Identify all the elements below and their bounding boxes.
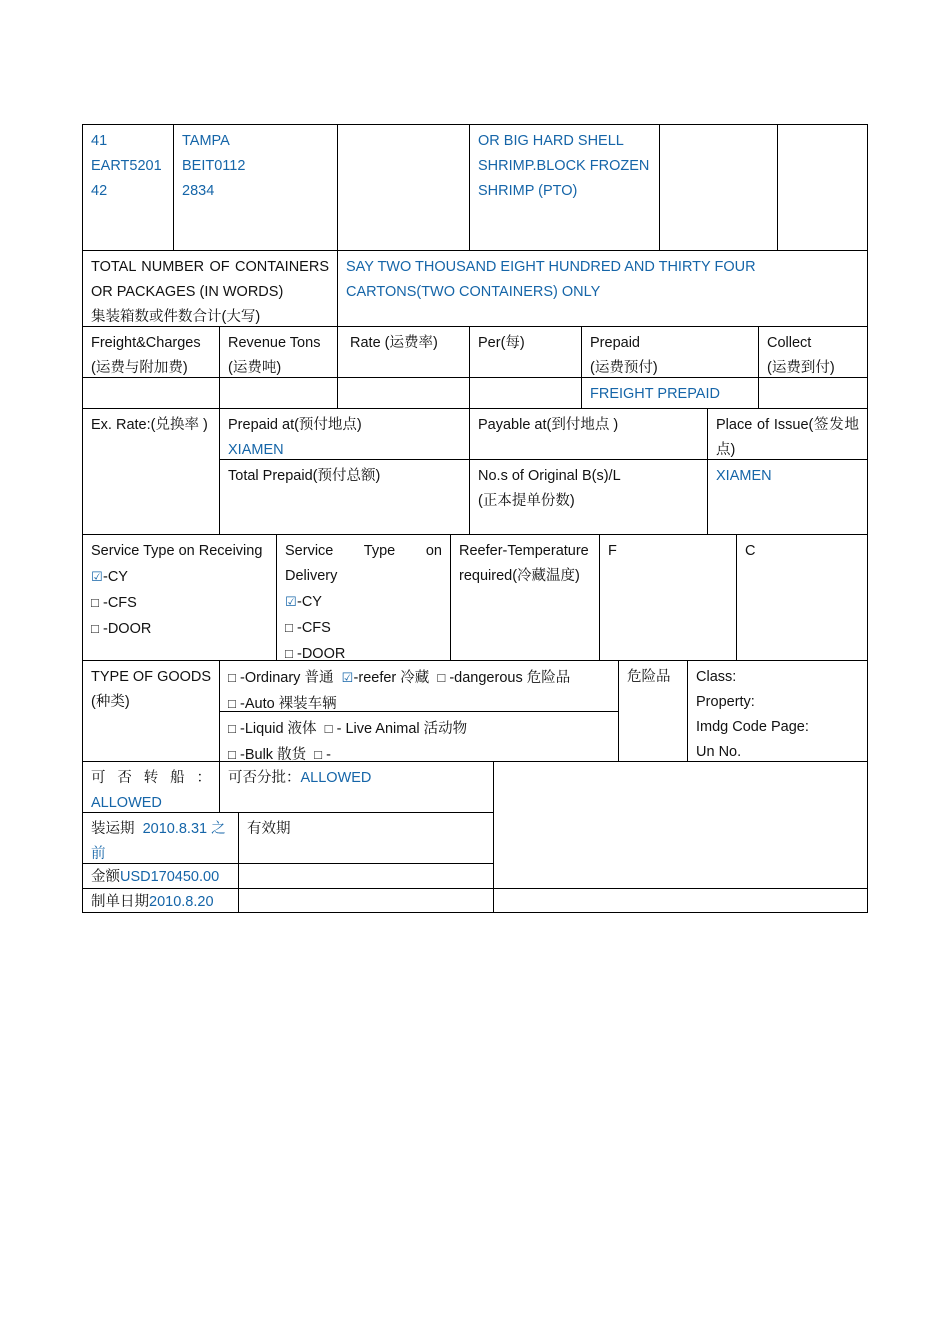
freight-charges-label-cn: (运费与附加费) xyxy=(91,360,188,376)
live-animal-label: - Live Animal 活动物 xyxy=(336,721,468,737)
type-of-goods-cell xyxy=(82,660,219,761)
prepaid-value-cell xyxy=(581,377,758,408)
place-of-issue-label: Place of Issue(签发地 xyxy=(716,417,859,433)
collect-header xyxy=(758,326,868,377)
vessel-line: 2834 xyxy=(182,183,215,199)
collect-value xyxy=(758,377,868,408)
dangerous-goods-header: 危险品 xyxy=(627,669,671,685)
ordinary-label: -Ordinary 普通 xyxy=(240,670,334,686)
reefer-temperature-cell xyxy=(450,534,599,660)
goods-options-top xyxy=(219,660,618,711)
rate-header xyxy=(337,326,469,377)
validity-cell xyxy=(238,812,493,863)
originals-cell xyxy=(469,459,707,534)
other-label: -___________ xyxy=(326,747,420,763)
ex-rate-label: Ex. Rate:(兑换率 ) xyxy=(91,417,208,433)
shipment-date-value: 前 xyxy=(91,846,106,862)
marks-line: 42 xyxy=(91,183,108,199)
unchecked-checkbox-icon[interactable]: □ xyxy=(285,646,293,661)
unchecked-checkbox-icon[interactable]: □ xyxy=(91,621,99,636)
amount-label: 金额 xyxy=(91,869,120,885)
vessel-cell xyxy=(173,124,337,250)
dangerous-option[interactable] xyxy=(437,670,570,686)
dangerous-label: -dangerous 危险品 xyxy=(449,670,571,686)
total-containers-label: TOTAL NUMBER OF CONTAINERS xyxy=(91,259,329,275)
unchecked-checkbox-icon[interactable]: □ xyxy=(228,696,236,711)
service-delivery-label: Delivery xyxy=(285,568,338,584)
amount-value: USD170450.00 xyxy=(120,869,220,885)
validity-label: 有效期 xyxy=(247,821,291,837)
shipment-date-value: 2010.8.31 之 xyxy=(142,821,226,837)
revenue-tons-header xyxy=(219,326,337,377)
class-label: Class: xyxy=(696,669,737,685)
dangerous-goods-header-cell xyxy=(618,660,687,761)
liquid-option[interactable] xyxy=(228,721,317,737)
celsius-cell xyxy=(736,534,868,660)
measurement-cell xyxy=(777,124,868,250)
receiving-cy-option[interactable] xyxy=(91,564,268,590)
total-containers-value-cell xyxy=(337,250,868,326)
issue-date-value: 2010.8.20 xyxy=(149,894,214,910)
reefer-temperature-label: Reefer-Temperature xyxy=(459,543,589,559)
type-of-goods-label-cn: (种类) xyxy=(91,694,130,710)
rate-label: Rate (运费率) xyxy=(350,335,438,351)
checked-checkbox-icon[interactable]: ☑ xyxy=(91,569,103,584)
shipment-date-label: 装运期 xyxy=(91,821,135,837)
unchecked-checkbox-icon[interactable]: □ xyxy=(228,747,236,762)
reefer-option[interactable] xyxy=(342,670,430,686)
description-line: OR BIG HARD SHELL xyxy=(478,133,624,149)
liquid-label: -Liquid 液体 xyxy=(240,721,317,737)
unchecked-checkbox-icon[interactable]: □ xyxy=(285,620,293,635)
type-of-goods-label: TYPE OF GOODS xyxy=(91,669,212,685)
goods-options-bottom xyxy=(219,711,618,761)
fahrenheit-label: F xyxy=(608,543,617,559)
total-prepaid-cell xyxy=(219,459,469,534)
total-containers-label: OR PACKAGES (IN WORDS) xyxy=(91,284,284,300)
checked-checkbox-icon[interactable]: ☑ xyxy=(285,594,297,609)
total-containers-label-cn: 集装箱数或件数合计(大写) xyxy=(91,309,261,325)
issue-date-label: 制单日期 xyxy=(91,894,149,910)
collect-label: Collect xyxy=(767,335,812,351)
unchecked-checkbox-icon[interactable]: □ xyxy=(437,670,446,685)
checked-checkbox-icon[interactable]: ☑ xyxy=(341,670,354,685)
service-delivery-cell xyxy=(276,534,450,660)
marks-line: 41 xyxy=(91,133,108,149)
vessel-line: BEIT0112 xyxy=(182,158,246,174)
description-line: SHRIMP.BLOCK FROZEN xyxy=(478,158,650,174)
receiving-cy-label: -CY xyxy=(103,569,128,585)
unchecked-checkbox-icon[interactable]: □ xyxy=(91,595,99,610)
marks-cell xyxy=(82,124,173,250)
receiving-cfs-label: -CFS xyxy=(103,595,137,611)
total-containers-label-cell xyxy=(82,250,337,326)
delivery-cfs-option[interactable] xyxy=(285,615,442,641)
payable-at-cell xyxy=(469,408,707,459)
delivery-cy-label: -CY xyxy=(297,594,322,610)
rate-value xyxy=(337,377,469,408)
marks-line: EART5201 xyxy=(91,158,162,174)
amount-cell xyxy=(82,863,238,888)
receiving-door-option[interactable] xyxy=(91,616,268,642)
live-animal-option[interactable] xyxy=(325,721,468,737)
fahrenheit-cell xyxy=(599,534,736,660)
prepaid-value: FREIGHT PREPAID xyxy=(590,386,720,402)
weight-cell xyxy=(659,124,777,250)
issue-date-right-cell xyxy=(493,888,868,913)
empty-cargo-cell xyxy=(337,124,469,250)
unchecked-checkbox-icon[interactable]: □ xyxy=(314,747,322,762)
total-containers-value: SAY TWO THOUSAND EIGHT HUNDRED AND THIRTY FOUR xyxy=(346,259,756,275)
unchecked-checkbox-icon[interactable]: □ xyxy=(228,670,236,685)
partial-shipment-label: 可否分批： xyxy=(228,770,301,786)
vessel-line: TAMPA xyxy=(182,133,230,149)
partial-shipment-cell xyxy=(219,761,493,812)
prepaid-header xyxy=(581,326,758,377)
ordinary-option[interactable] xyxy=(228,670,333,686)
bulk-label: -Bulk 散货 xyxy=(240,747,307,763)
auto-label: -Auto 裸装车辆 xyxy=(240,696,337,712)
delivery-door-label: -DOOR xyxy=(297,646,346,662)
freight-charges-header xyxy=(82,326,219,377)
property-label: Property: xyxy=(696,694,755,710)
imdg-code-label: Imdg Code Page: xyxy=(696,719,809,735)
originals-label-cn: (正本提单份数) xyxy=(478,493,575,509)
un-number-label: Un No. xyxy=(696,744,742,760)
delivery-cy-option[interactable] xyxy=(285,589,442,615)
place-of-issue-value: XIAMEN xyxy=(716,468,772,484)
place-of-issue-cell xyxy=(707,408,868,459)
freight-charges-value xyxy=(82,377,219,408)
issue-date-blank-cell xyxy=(238,888,493,913)
service-receiving-cell xyxy=(82,534,276,660)
prepaid-at-label: Prepaid at(预付地点) xyxy=(228,417,362,433)
shipment-date-cell xyxy=(82,812,238,863)
collect-label-cn: (运费到付) xyxy=(767,360,835,376)
receiving-cfs-option[interactable] xyxy=(91,590,268,616)
unchecked-checkbox-icon[interactable]: □ xyxy=(324,721,333,736)
issue-date-cell xyxy=(82,888,238,913)
description-line: SHRIMP (PTO) xyxy=(478,183,578,199)
per-header xyxy=(469,326,581,377)
ex-rate-cell xyxy=(82,408,219,534)
delivery-cfs-label: -CFS xyxy=(297,620,331,636)
revenue-tons-label-cn: (运费吨) xyxy=(228,360,282,376)
per-label: Per(每) xyxy=(478,335,525,351)
service-receiving-label: Service Type on Receiving xyxy=(91,543,263,559)
dangerous-goods-details-cell xyxy=(687,660,868,761)
transshipment-cell xyxy=(82,761,219,812)
reefer-label: -reefer 冷藏 xyxy=(353,670,430,686)
service-delivery-label: Service Type on xyxy=(285,543,442,559)
freight-charges-label: Freight&Charges xyxy=(91,335,201,351)
revenue-tons-value xyxy=(219,377,337,408)
per-value xyxy=(469,377,581,408)
total-containers-value: CARTONS(TWO CONTAINERS) ONLY xyxy=(346,284,601,300)
prepaid-at-value: XIAMEN xyxy=(228,442,284,458)
bill-of-lading-form xyxy=(82,124,868,913)
transshipment-label: 可 否 转 船 ： xyxy=(91,770,211,786)
description-cell xyxy=(469,124,659,250)
reefer-temperature-label: required(冷藏温度) xyxy=(459,568,580,584)
receiving-door-label: -DOOR xyxy=(103,621,152,637)
total-prepaid-label: Total Prepaid(预付总额) xyxy=(228,468,381,484)
place-of-issue-value-cell xyxy=(707,459,868,534)
transshipment-value: ALLOWED xyxy=(91,795,162,811)
partial-shipment-value: ALLOWED xyxy=(300,770,372,786)
originals-label: No.s of Original B(s)/L xyxy=(478,468,621,484)
revenue-tons-label: Revenue Tons xyxy=(228,335,321,351)
unchecked-checkbox-icon[interactable]: □ xyxy=(228,721,236,736)
amount-blank-cell xyxy=(238,863,493,888)
celsius-label: C xyxy=(745,543,756,559)
prepaid-at-cell xyxy=(219,408,469,459)
prepaid-label: Prepaid xyxy=(590,335,640,351)
payable-at-label: Payable at(到付地点 ) xyxy=(478,417,619,433)
place-of-issue-label: 点) xyxy=(716,442,736,458)
prepaid-label-cn: (运费预付) xyxy=(590,360,658,376)
